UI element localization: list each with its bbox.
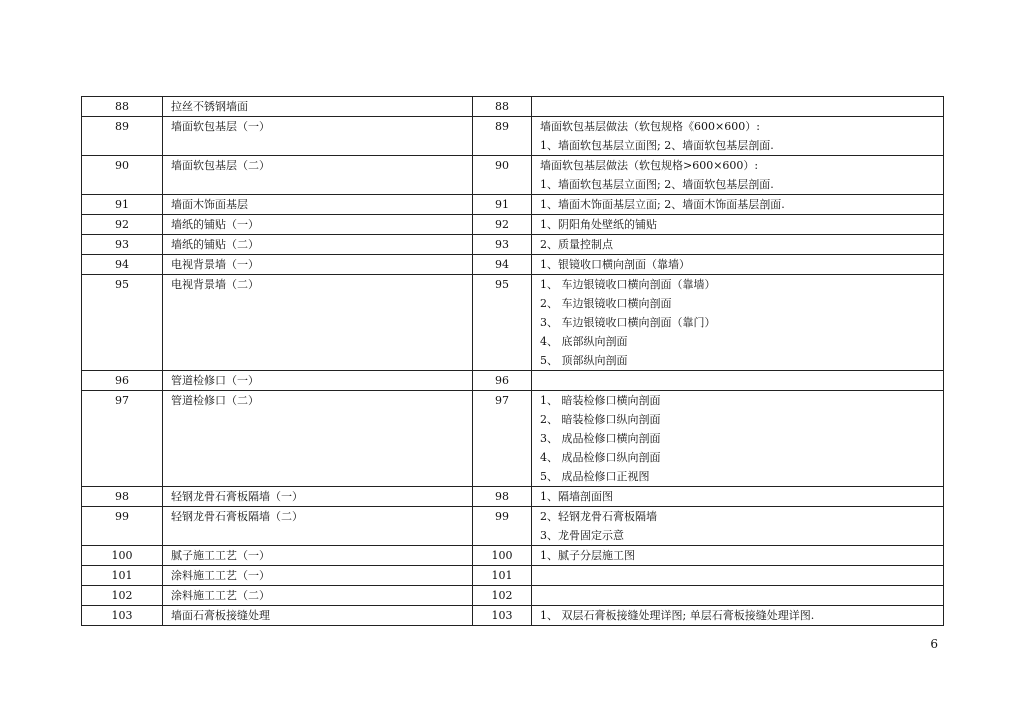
row-title-cell: 拉丝不锈钢墙面: [163, 97, 473, 117]
row-title-cell: 墙面软包基层（一）: [163, 117, 473, 156]
figure-items-cell: [532, 117, 944, 156]
table-row: [82, 195, 944, 215]
figure-items-cell: [532, 507, 944, 546]
table-row: [82, 255, 944, 275]
row-number-cell: 96: [82, 371, 163, 391]
row-number-cell: 99: [82, 507, 163, 546]
table-row: [82, 97, 944, 117]
table-row: [82, 275, 944, 371]
figure-item-line: 2、 车边银镜收口横向剖面: [540, 297, 672, 310]
row-number-cell: 88: [82, 97, 163, 117]
figure-number-cell: 102: [473, 586, 532, 606]
figure-item-line: 4、 底部纵向剖面: [540, 335, 628, 348]
figure-item-line: 1、阴阳角处壁纸的铺贴: [540, 218, 657, 231]
row-number-cell: 97: [82, 391, 163, 487]
figure-item-line: 1、腻子分层施工图: [540, 549, 635, 562]
figure-item-line: 1、 车边银镜收口横向剖面（靠墙）: [540, 278, 716, 291]
figure-item-line: 1、隔墙剖面图: [540, 490, 613, 503]
figure-item-line: 1、墙面软包基层立面图; 2、墙面软包基层剖面.: [540, 178, 774, 191]
figure-number-cell: 97: [473, 391, 532, 487]
row-number-cell: 103: [82, 606, 163, 626]
row-title-cell: 管道检修口（一）: [163, 371, 473, 391]
figure-item-line: 1、 暗装检修口横向剖面: [540, 394, 661, 407]
figure-item-line: 3、 车边银镜收口横向剖面（靠门）: [540, 316, 716, 329]
figure-items-cell: [532, 586, 944, 606]
row-title-cell: 腻子施工工艺（一）: [163, 546, 473, 566]
figure-item-line: 1、墙面软包基层立面图; 2、墙面软包基层剖面.: [540, 139, 774, 152]
row-number-cell: 102: [82, 586, 163, 606]
table-row: [82, 371, 944, 391]
table-row: [82, 235, 944, 255]
figure-items-cell: [532, 275, 944, 371]
figure-item-line: 5、 成品检修口正视图: [540, 470, 650, 483]
figure-items-cell: [532, 487, 944, 507]
row-title-cell: 墙纸的铺贴（一）: [163, 215, 473, 235]
figure-number-cell: 88: [473, 97, 532, 117]
figure-items-cell: [532, 156, 944, 195]
figure-number-cell: 98: [473, 487, 532, 507]
figure-item-line: 3、 成品检修口横向剖面: [540, 432, 661, 445]
page-number: 6: [930, 637, 938, 651]
figure-item-line: 2、轻钢龙骨石膏板隔墙: [540, 510, 657, 523]
row-title-cell: 墙面木饰面基层: [163, 195, 473, 215]
table-row: [82, 117, 944, 156]
table-row: [82, 156, 944, 195]
figure-item-line: 墙面软包基层做法（软包规格>600×600）:: [540, 159, 759, 172]
row-number-cell: 92: [82, 215, 163, 235]
table-row: [82, 487, 944, 507]
figure-number-cell: 103: [473, 606, 532, 626]
figure-number-cell: 90: [473, 156, 532, 195]
figure-item-line: 3、龙骨固定示意: [540, 529, 624, 542]
row-title-cell: 涂料施工工艺（二）: [163, 586, 473, 606]
table-row: [82, 215, 944, 235]
figure-number-cell: 95: [473, 275, 532, 371]
row-number-cell: 95: [82, 275, 163, 371]
row-number-cell: 94: [82, 255, 163, 275]
figure-item-line: 1、银镜收口横向剖面（靠墙）: [540, 258, 690, 271]
figure-number-cell: 93: [473, 235, 532, 255]
figure-number-cell: 91: [473, 195, 532, 215]
figure-item-line: 5、 顶部纵向剖面: [540, 354, 628, 367]
figure-items-cell: [532, 391, 944, 487]
figure-item-line: 1、墙面木饰面基层立面; 2、墙面木饰面基层剖面.: [540, 198, 785, 211]
figure-items-cell: [532, 255, 944, 275]
figure-items-cell: [532, 195, 944, 215]
figure-items-cell: [532, 97, 944, 117]
figure-item-line: 4、 成品检修口纵向剖面: [540, 451, 661, 464]
row-number-cell: 89: [82, 117, 163, 156]
figure-number-cell: 92: [473, 215, 532, 235]
table-row: [82, 546, 944, 566]
row-title-cell: 墙面软包基层（二）: [163, 156, 473, 195]
drawing-index-table: [81, 96, 944, 626]
table-row: [82, 606, 944, 626]
figure-number-cell: 101: [473, 566, 532, 586]
figure-number-cell: 89: [473, 117, 532, 156]
row-title-cell: 墙面石膏板接缝处理: [163, 606, 473, 626]
row-number-cell: 91: [82, 195, 163, 215]
figure-item-line: 2、 暗装检修口纵向剖面: [540, 413, 661, 426]
figure-items-cell: [532, 235, 944, 255]
row-title-cell: 墙纸的铺贴（二）: [163, 235, 473, 255]
figure-items-cell: [532, 546, 944, 566]
row-title-cell: 电视背景墙（二）: [163, 275, 473, 371]
row-number-cell: 100: [82, 546, 163, 566]
row-title-cell: 涂料施工工艺（一）: [163, 566, 473, 586]
figure-item-line: 2、质量控制点: [540, 238, 613, 251]
figure-item-line: 1、 双层石膏板接缝处理详图; 单层石膏板接缝处理详图.: [540, 609, 815, 622]
figure-number-cell: 99: [473, 507, 532, 546]
table-row: [82, 391, 944, 487]
row-number-cell: 98: [82, 487, 163, 507]
figure-items-cell: [532, 215, 944, 235]
table-row: [82, 586, 944, 606]
figure-items-cell: [532, 566, 944, 586]
row-title-cell: 电视背景墙（一）: [163, 255, 473, 275]
row-number-cell: 101: [82, 566, 163, 586]
table-row: [82, 507, 944, 546]
row-number-cell: 90: [82, 156, 163, 195]
figure-number-cell: 100: [473, 546, 532, 566]
figure-number-cell: 96: [473, 371, 532, 391]
row-title-cell: 管道检修口（二）: [163, 391, 473, 487]
table-row: [82, 566, 944, 586]
figure-items-cell: [532, 371, 944, 391]
row-title-cell: 轻钢龙骨石膏板隔墙（二）: [163, 507, 473, 546]
row-title-cell: 轻钢龙骨石膏板隔墙（一）: [163, 487, 473, 507]
figure-item-line: 墙面软包基层做法（软包规格《600×600）:: [540, 120, 760, 133]
figure-items-cell: [532, 606, 944, 626]
figure-number-cell: 94: [473, 255, 532, 275]
table-body: [82, 97, 944, 626]
row-number-cell: 93: [82, 235, 163, 255]
